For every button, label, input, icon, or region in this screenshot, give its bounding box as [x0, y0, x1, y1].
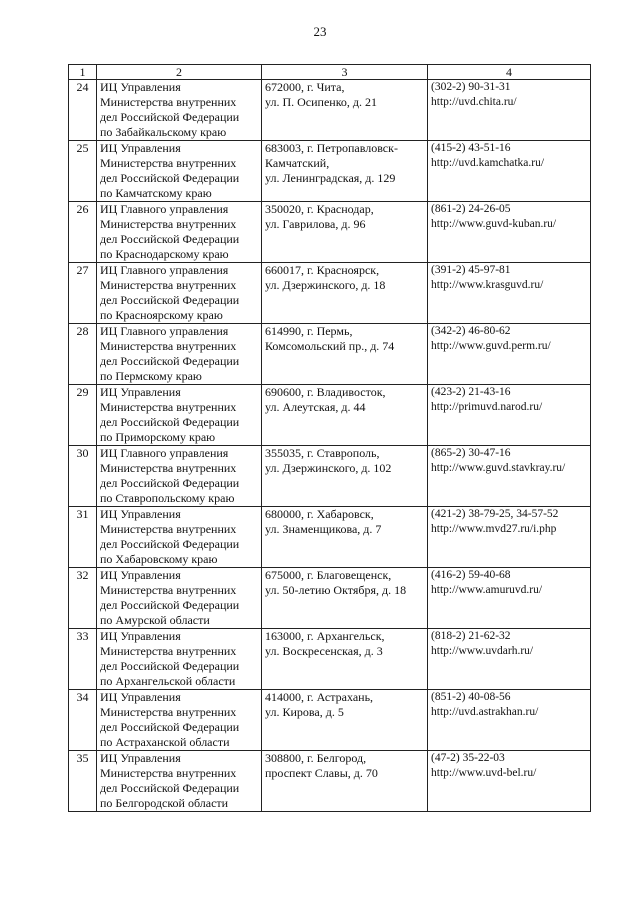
contact-cell — [428, 446, 591, 507]
address-line: ул. Алеутская, д. 44 — [265, 400, 366, 414]
organization-line: ИЦ Управления — [100, 690, 181, 704]
organization-line: дел Российской Федерации — [100, 232, 240, 246]
organization-line: ИЦ Управления — [100, 629, 181, 643]
organization-line: дел Российской Федерации — [100, 415, 240, 429]
address-cell — [262, 446, 428, 507]
organization-cell — [97, 690, 262, 751]
address-line: ул. 50-летию Октября, д. 18 — [265, 583, 407, 597]
address-line: 660017, г. Красноярск, — [265, 263, 380, 277]
address-line: 690600, г. Владивосток, — [265, 385, 386, 399]
organization-cell — [97, 80, 262, 141]
row-number: 27 — [69, 263, 97, 324]
address-line: 308800, г. Белгород, — [265, 751, 367, 765]
organization-line: Министерства внутренних — [100, 705, 237, 719]
website-url: http://uvd.chita.ru/ — [431, 96, 517, 108]
phone-number: (416-2) 59-40-68 — [431, 569, 511, 581]
row-number: 24 — [69, 80, 97, 141]
organization-cell — [97, 324, 262, 385]
organization-line: дел Российской Федерации — [100, 293, 240, 307]
address-line: ул. Воскресенская, д. 3 — [265, 644, 383, 658]
table-row — [69, 141, 591, 202]
organization-line: по Камчатскому краю — [100, 186, 212, 200]
organization-line: Министерства внутренних — [100, 95, 237, 109]
organization-line: по Красноярскому краю — [100, 308, 223, 322]
organization-line: дел Российской Федерации — [100, 537, 240, 551]
table-row — [69, 690, 591, 751]
address-cell — [262, 629, 428, 690]
organization-line: ИЦ Главного управления — [100, 202, 229, 216]
address-line: ул. Дзержинского, д. 18 — [265, 278, 386, 292]
organization-line: по Хабаровскому краю — [100, 552, 218, 566]
address-cell — [262, 568, 428, 629]
organization-line: дел Российской Федерации — [100, 720, 240, 734]
row-number: 32 — [69, 568, 97, 629]
phone-number: (415-2) 43-51-16 — [431, 142, 511, 154]
address-cell — [262, 385, 428, 446]
organization-line: ИЦ Главного управления — [100, 324, 229, 338]
website-url: http://www.mvd27.ru/i.php — [431, 523, 557, 535]
organization-line: ИЦ Главного управления — [100, 263, 229, 277]
organization-cell — [97, 141, 262, 202]
table-row — [69, 507, 591, 568]
organization-line: по Пермскому краю — [100, 369, 202, 383]
address-line: 672000, г. Чита, — [265, 80, 345, 94]
page-number: 23 — [313, 24, 327, 39]
address-line: ул. Знаменщикова, д. 7 — [265, 522, 382, 536]
phone-number: (865-2) 30-47-16 — [431, 447, 511, 459]
address-cell — [262, 324, 428, 385]
organization-line: по Ставропольскому краю — [100, 491, 235, 505]
contact-cell — [428, 80, 591, 141]
organization-line: ИЦ Управления — [100, 385, 181, 399]
row-number: 29 — [69, 385, 97, 446]
organization-line: Министерства внутренних — [100, 339, 237, 353]
website-url: http://www.uvdarh.ru/ — [431, 645, 534, 657]
contact-cell — [428, 202, 591, 263]
organization-line: Министерства внутренних — [100, 278, 237, 292]
phone-number: (423-2) 21-43-16 — [431, 386, 511, 398]
organization-line: по Приморскому краю — [100, 430, 216, 444]
website-url: http://www.guvd-kuban.ru/ — [431, 218, 557, 230]
row-number: 26 — [69, 202, 97, 263]
row-number: 33 — [69, 629, 97, 690]
phone-number: (421-2) 38-79-25, 34-57-52 — [431, 508, 559, 520]
column-header-1: 1 — [69, 65, 97, 80]
table-row — [69, 751, 591, 812]
phone-number: (302-2) 90-31-31 — [431, 81, 511, 93]
organization-line: ИЦ Управления — [100, 568, 181, 582]
organization-cell — [97, 446, 262, 507]
organization-line: дел Российской Федерации — [100, 354, 240, 368]
table-row — [69, 263, 591, 324]
organization-cell — [97, 751, 262, 812]
organization-line: по Белгородской области — [100, 796, 229, 810]
address-line: 675000, г. Благовещенск, — [265, 568, 392, 582]
organization-line: ИЦ Управления — [100, 507, 181, 521]
contact-cell — [428, 568, 591, 629]
address-line: ул. Дзержинского, д. 102 — [265, 461, 392, 475]
contact-cell — [428, 263, 591, 324]
address-line: 680000, г. Хабаровск, — [265, 507, 374, 521]
organization-cell — [97, 263, 262, 324]
organization-line: Министерства внутренних — [100, 461, 237, 475]
address-line: Камчатский, — [265, 156, 330, 170]
contact-cell — [428, 507, 591, 568]
address-cell — [262, 141, 428, 202]
organization-cell — [97, 507, 262, 568]
organization-line: ИЦ Главного управления — [100, 446, 229, 460]
contact-cell — [428, 141, 591, 202]
column-header-2: 2 — [97, 65, 262, 80]
organization-line: дел Российской Федерации — [100, 781, 240, 795]
organization-line: по Амурской области — [100, 613, 210, 627]
organization-line: ИЦ Управления — [100, 751, 181, 765]
organization-cell — [97, 385, 262, 446]
row-number: 31 — [69, 507, 97, 568]
organization-line: Министерства внутренних — [100, 156, 237, 170]
address-line: 414000, г. Астрахань, — [265, 690, 374, 704]
address-line: 163000, г. Архангельск, — [265, 629, 385, 643]
contact-cell — [428, 324, 591, 385]
table-row — [69, 568, 591, 629]
phone-number: (861-2) 24-26-05 — [431, 203, 511, 215]
address-cell — [262, 690, 428, 751]
column-header-3: 3 — [262, 65, 428, 80]
organization-line: ИЦ Управления — [100, 141, 181, 155]
organization-line: по Астраханской области — [100, 735, 230, 749]
organization-cell — [97, 629, 262, 690]
organization-line: дел Российской Федерации — [100, 171, 240, 185]
table-row — [69, 385, 591, 446]
row-number: 25 — [69, 141, 97, 202]
table-body — [69, 80, 591, 812]
organization-line: по Забайкальскому краю — [100, 125, 227, 139]
website-url: http://www.uvd-bel.ru/ — [431, 767, 537, 779]
phone-number: (391-2) 45-97-81 — [431, 264, 511, 276]
address-line: ул. Кирова, д. 5 — [265, 705, 344, 719]
address-line: 350020, г. Краснодар, — [265, 202, 374, 216]
address-cell — [262, 202, 428, 263]
contact-cell — [428, 385, 591, 446]
address-cell — [262, 80, 428, 141]
organization-line: Министерства внутренних — [100, 766, 237, 780]
organization-line: Министерства внутренних — [100, 644, 237, 658]
address-line: Комсомольский пр., д. 74 — [265, 339, 395, 353]
website-url: http://www.amuruvd.ru/ — [431, 584, 543, 596]
organization-line: дел Российской Федерации — [100, 476, 240, 490]
table-row — [69, 202, 591, 263]
address-line: ул. Ленинградская, д. 129 — [265, 171, 396, 185]
row-number: 28 — [69, 324, 97, 385]
contact-cell — [428, 629, 591, 690]
table-row — [69, 324, 591, 385]
organization-cell — [97, 568, 262, 629]
organization-line: Министерства внутренних — [100, 522, 237, 536]
organization-line: дел Российской Федерации — [100, 598, 240, 612]
contact-cell — [428, 751, 591, 812]
website-url: http://www.guvd.perm.ru/ — [431, 340, 551, 352]
header-row — [69, 65, 591, 80]
phone-number: (851-2) 40-08-56 — [431, 691, 511, 703]
registry-table — [68, 64, 591, 812]
organization-line: по Архангельской области — [100, 674, 236, 688]
address-line: 683003, г. Петропавловск- — [265, 141, 398, 155]
table-row — [69, 446, 591, 507]
website-url: http://www.guvd.stavkray.ru/ — [431, 462, 566, 474]
address-line: ул. Гаврилова, д. 96 — [265, 217, 366, 231]
row-number: 30 — [69, 446, 97, 507]
organization-line: дел Российской Федерации — [100, 110, 240, 124]
table-row — [69, 80, 591, 141]
row-number: 35 — [69, 751, 97, 812]
phone-number: (342-2) 46-80-62 — [431, 325, 511, 337]
website-url: http://primuvd.narod.ru/ — [431, 401, 543, 413]
organization-line: Министерства внутренних — [100, 217, 237, 231]
phone-number: (818-2) 21-62-32 — [431, 630, 511, 642]
website-url: http://uvd.kamchatka.ru/ — [431, 157, 545, 169]
address-cell — [262, 507, 428, 568]
organization-line: Министерства внутренних — [100, 400, 237, 414]
address-line: 355035, г. Ставрополь, — [265, 446, 380, 460]
address-line: 614990, г. Пермь, — [265, 324, 353, 338]
address-line: ул. П. Осипенко, д. 21 — [265, 95, 378, 109]
website-url: http://uvd.astrakhan.ru/ — [431, 706, 539, 718]
organization-cell — [97, 202, 262, 263]
organization-line: Министерства внутренних — [100, 583, 237, 597]
organization-line: по Краснодарскому краю — [100, 247, 229, 261]
table-row — [69, 629, 591, 690]
address-cell — [262, 263, 428, 324]
organization-line: ИЦ Управления — [100, 80, 181, 94]
website-url: http://www.krasguvd.ru/ — [431, 279, 544, 291]
organization-line: дел Российской Федерации — [100, 659, 240, 673]
address-line: проспект Славы, д. 70 — [265, 766, 378, 780]
phone-number: (47-2) 35-22-03 — [431, 752, 505, 764]
row-number: 34 — [69, 690, 97, 751]
contact-cell — [428, 690, 591, 751]
address-cell — [262, 751, 428, 812]
column-header-4: 4 — [428, 65, 591, 80]
